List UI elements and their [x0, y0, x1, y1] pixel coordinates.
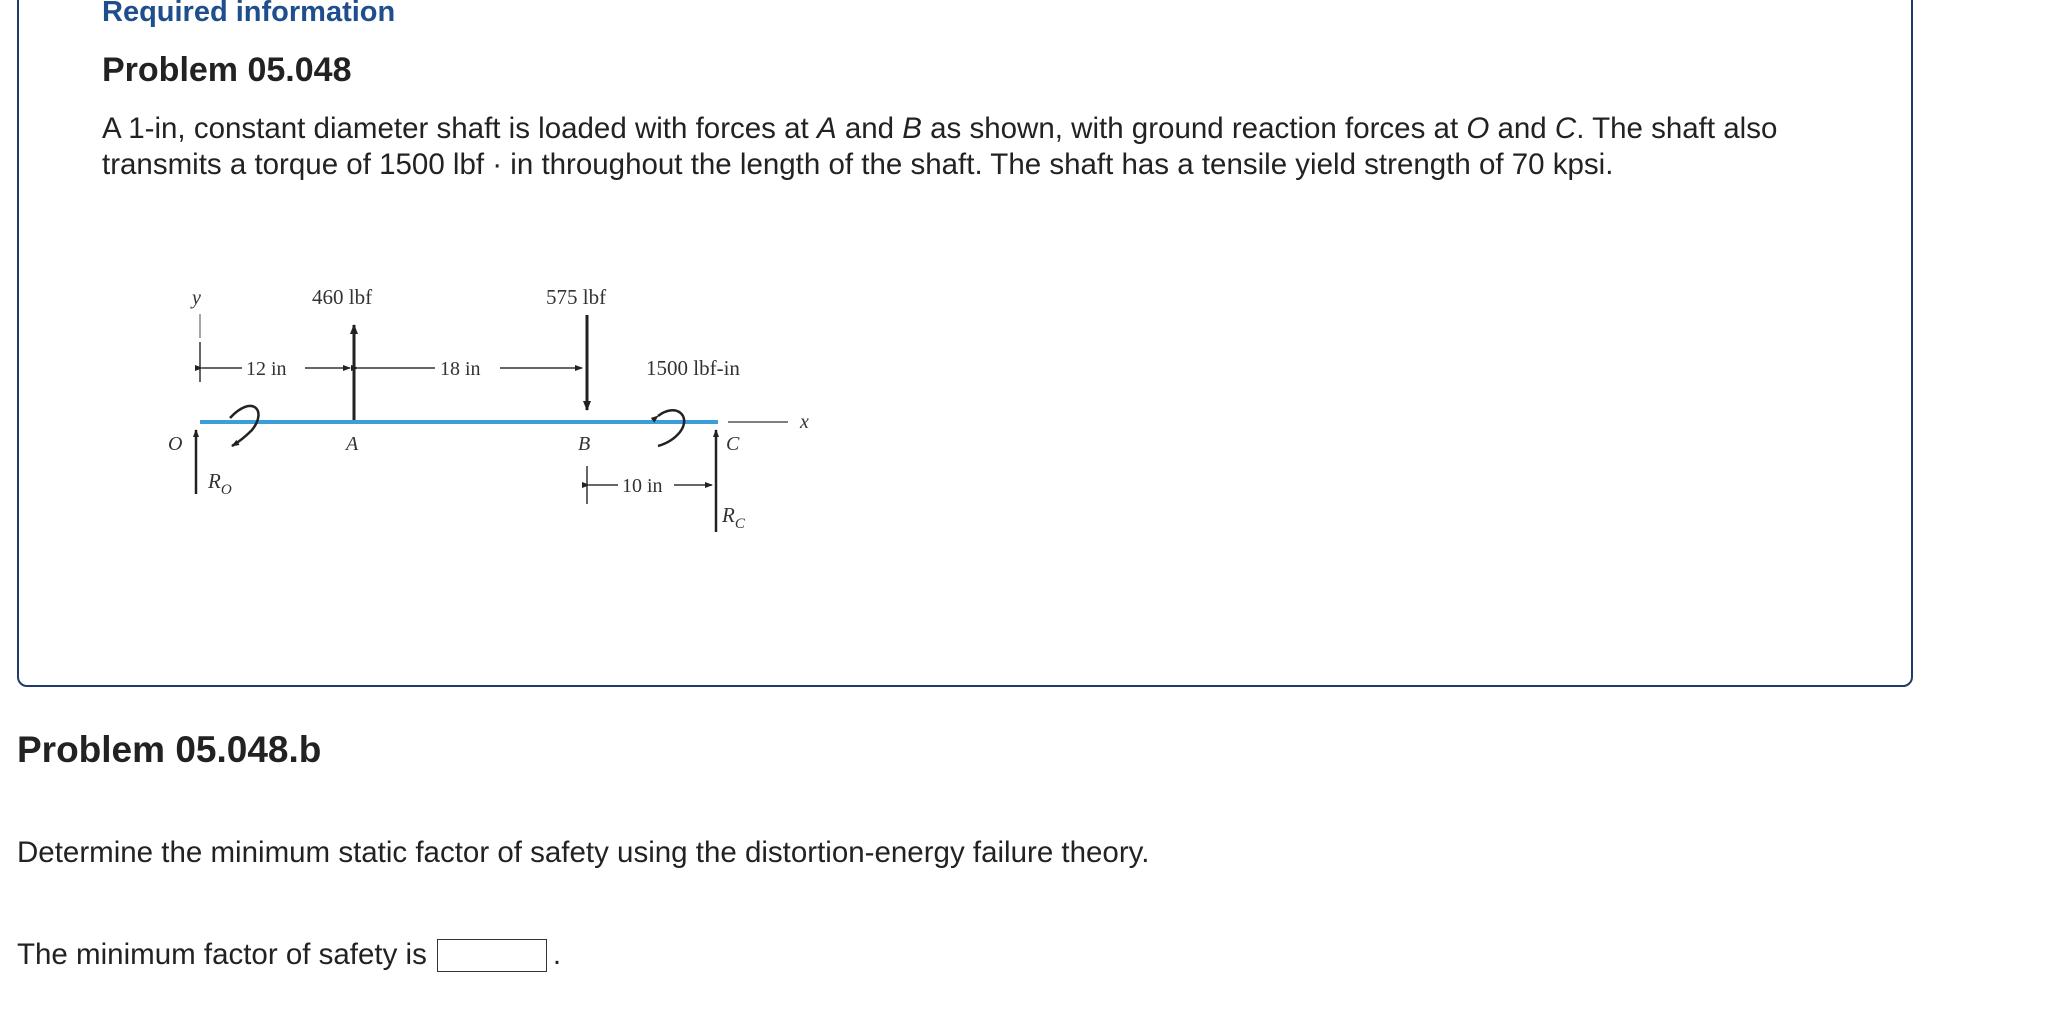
statement-text-4: and [1489, 112, 1555, 145]
reaction-o-subscript: O [220, 482, 232, 498]
force-b-label: 575 lbf [546, 285, 607, 309]
problem-title: Problem 05.048 [102, 51, 352, 89]
question-text: Determine the minimum static factor of safety using the distortion-energy failure theory. [17, 836, 1150, 869]
torque-o-icon [230, 406, 258, 446]
statement-point-b: B [902, 112, 922, 145]
point-b-label: B [578, 433, 591, 455]
answer-suffix: . [552, 938, 562, 971]
point-o-label: O [168, 433, 183, 455]
point-a-label: A [346, 433, 359, 455]
dim-oa-label: 12 in [246, 358, 287, 380]
statement-text-1: A 1-in, constant diameter shaft is loaded with forces at [102, 112, 817, 145]
answer-label: The minimum factor of safety is [17, 938, 427, 971]
reaction-o-r: R [208, 469, 221, 493]
answer-input[interactable] [437, 939, 547, 972]
statement-text-2: and [836, 112, 903, 145]
torque-c-icon [658, 410, 684, 446]
dim-bc-label: 10 in [622, 475, 663, 497]
problem-statement [102, 111, 1862, 182]
y-axis-label: y [192, 287, 201, 309]
reaction-o-label [207, 469, 232, 498]
statement-point-o: O [1466, 112, 1490, 145]
reaction-c-r: R [722, 503, 735, 527]
reaction-c-label [721, 503, 746, 532]
answer-row [17, 937, 561, 973]
reaction-c-subscript: C [734, 516, 745, 532]
dim-ab-label: 18 in [440, 358, 481, 380]
point-c-label: C [726, 433, 740, 455]
force-a-label: 460 lbf [312, 285, 373, 309]
part-title: Problem 05.048.b [17, 729, 322, 770]
x-axis-label: x [800, 411, 809, 433]
shaft-diagram-svg [150, 270, 830, 560]
statement-point-c: C [1554, 112, 1577, 145]
statement-text-3: as shown, with ground reaction forces at [921, 112, 1467, 145]
statement-text-5: . The shaft also transmits a torque of 1500 lbf · in throughout the length of the shaft. The shaft has a tensile yield strength of 70 kpsi. [102, 112, 1778, 181]
torque-label: 1500 lbf-in [646, 356, 740, 380]
statement-point-a: A [816, 112, 837, 145]
shaft-loading-diagram [150, 270, 830, 560]
required-info-heading: Required information [102, 0, 396, 28]
